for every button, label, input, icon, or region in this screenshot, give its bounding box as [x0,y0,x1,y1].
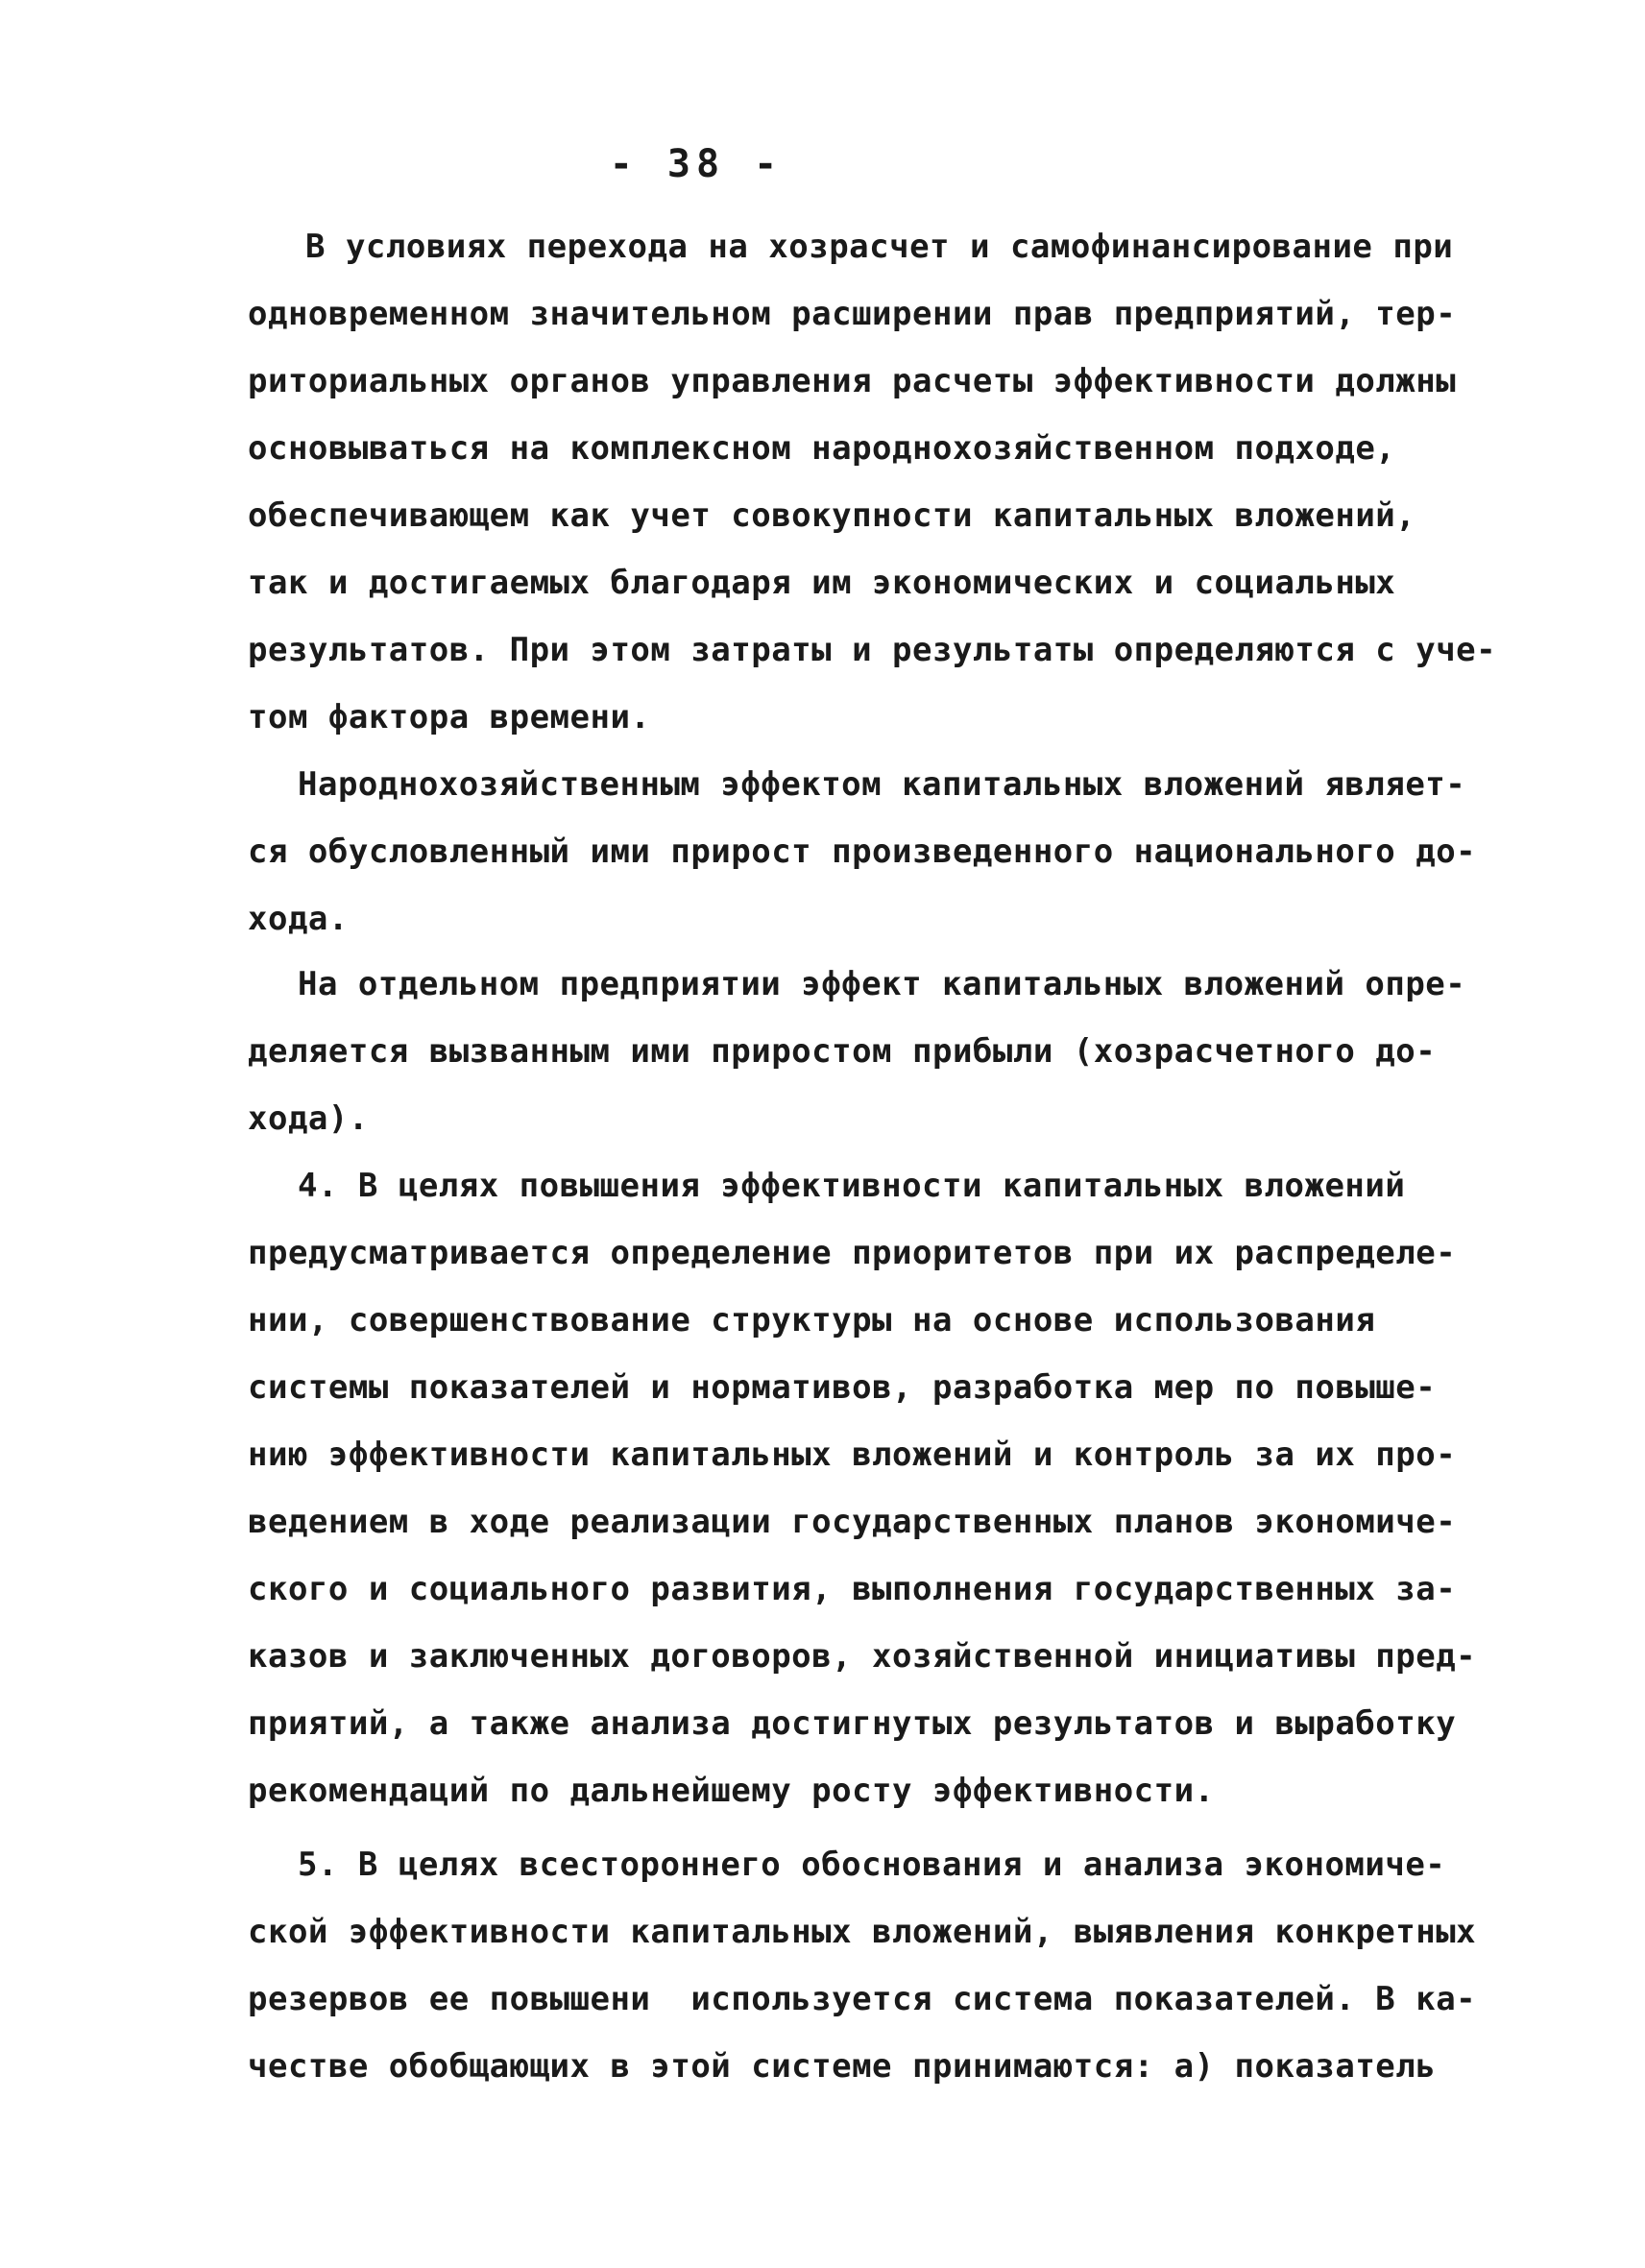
text-line: казов и заключенных договоров, хозяйственной инициативы пред- [248,1637,1477,1676]
text-line: хода). [248,1099,369,1138]
text-line: обеспечивающем как учет совокупности капитальных вложений, [248,496,1416,535]
text-line: ведением в ходе реализации государственных планов экономиче- [248,1503,1457,1541]
text-line: одновременном значительном расширении прав предприятий, тер- [248,295,1457,333]
text-line: результатов. При этом затраты и результаты определяются с уче- [248,631,1497,669]
text-line: рекомендаций по дальнейшему росту эффективности. [248,1772,1215,1810]
text-line: ся обусловленный ими прирост произведенного национального до- [248,832,1477,871]
text-line: хода. [248,900,349,938]
text-line: честве обобщающих в этой системе принимаются: а) показатель [248,2047,1437,2086]
text-line: 4. В целях повышения эффективности капитальных вложений [298,1167,1406,1205]
page-number: - 38 - [609,142,784,186]
text-line: ской эффективности капитальных вложений, выявления конкретных [248,1913,1477,1951]
text-line: риториальных органов управления расчеты эффективности должны [248,362,1457,400]
text-line: ского и социального развития, выполнения государственных за- [248,1570,1457,1608]
text-line: В условиях перехода на хозрасчет и самофинансирование при [305,228,1454,266]
text-line: Народнохозяйственным эффектом капитальных вложений являет- [298,765,1466,804]
text-line: На отдельном предприятии эффект капитальных вложений опре- [298,965,1466,1003]
text-line: так и достигаемых благодаря им экономических и социальных [248,564,1396,602]
text-line: предусматривается определение приоритетов при их распределе- [248,1234,1457,1272]
text-line: основываться на комплексном народнохозяйственном подходе, [248,429,1396,468]
text-line: 5. В целях всестороннего обоснования и анализа экономиче- [298,1846,1446,1884]
text-line: нии, совершенствование структуры на основе использования [248,1301,1376,1339]
text-line: резервов ее повышени используется система показателей. В ка- [248,1980,1477,2018]
text-line: том фактора времени. [248,698,651,736]
text-line: деляется вызванным ими приростом прибыли (хозрасчетного до- [248,1032,1437,1071]
text-line: нию эффективности капитальных вложений и контроль за их про- [248,1436,1457,1474]
text-line: приятий, а также анализа достигнутых результатов и выработку [248,1704,1457,1743]
text-line: системы показателей и нормативов, разработка мер по повыше- [248,1368,1437,1407]
